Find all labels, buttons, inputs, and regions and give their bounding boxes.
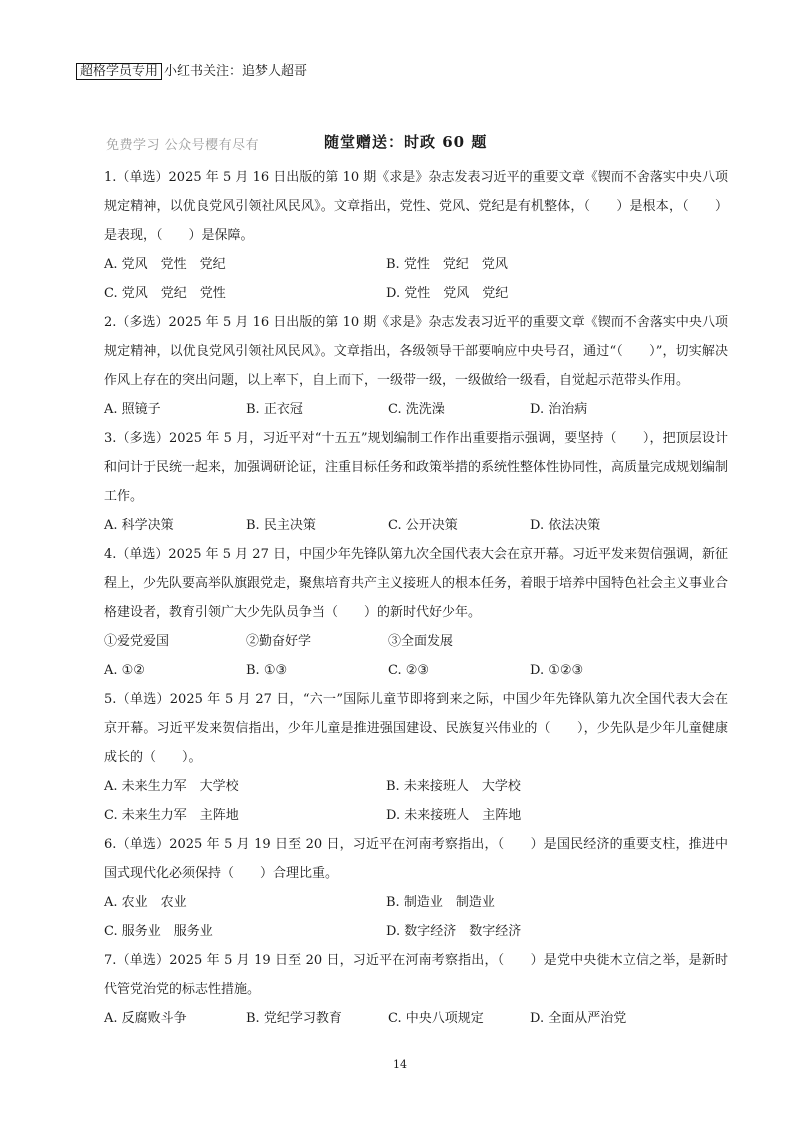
question-3 <box>104 424 728 540</box>
options <box>104 1004 728 1033</box>
options <box>104 772 728 830</box>
question-stem: 2.（多选）2025 年 5 月 16 日出版的第 10 期《求是》杂志发表习近平的重要文章《锲而不舍落实中央八项规定精神，以优良党风引领社风民风》。文章指出，各级领导干部要响应中央号召，通过“（ ）”，切实解决作风上存在的突出问题，以上率下，自上而下，一级带一级，一级做给一级看，自觉起示范带头作用。 <box>104 315 728 388</box>
statement-items <box>104 627 728 656</box>
option-d: D. 全面从严治党 <box>530 1011 627 1026</box>
option-a: A. 照镜子 <box>104 402 161 417</box>
options <box>104 888 728 946</box>
options <box>104 656 728 685</box>
statement-item: ②勤奋好学 <box>246 634 312 649</box>
question-4 <box>104 540 728 685</box>
header-follow-text: 小红书关注：追梦人超哥 <box>164 64 308 79</box>
question-stem: 7.（单选）2025 年 5 月 19 日至 20 日，习近平在河南考察指出，（ ）是党中央徙木立信之举，是新时代管党治党的标志性措施。 <box>104 953 728 997</box>
page-number: 14 <box>393 1058 407 1071</box>
option-c: C. 服务业 服务业 <box>104 924 213 939</box>
question-stem: 6.（单选）2025 年 5 月 19 日至 20 日，习近平在河南考察指出，（ ）是国民经济的重要支柱，推进中国式现代化必须保持（ ）合理比重。 <box>104 837 728 881</box>
option-c: C. 党风 党纪 党性 <box>104 286 226 301</box>
option-c: C. 洗洗澡 <box>388 402 445 417</box>
question-7 <box>104 946 728 1033</box>
option-b: B. 正衣冠 <box>246 402 303 417</box>
question-6 <box>104 830 728 946</box>
option-d: D. 未来接班人 主阵地 <box>386 808 522 823</box>
option-b: B. 党性 党纪 党风 <box>386 257 508 272</box>
question-stem: 3.（多选）2025 年 5 月，习近平对“十五五”规划编制工作作出重要指示强调，要坚持（ ），把顶层设计和问计于民统一起来，加强调研论证，注重目标任务和政策举措的系统性整体性协同性，高质量完成规划编制工作。 <box>104 431 729 504</box>
option-d: D. ①②③ <box>530 663 584 678</box>
option-d: D. 依法决策 <box>530 518 601 533</box>
page-title: 随堂赠送：时政 60 题 <box>324 133 488 151</box>
option-d: D. 数字经济 数字经济 <box>386 924 522 939</box>
question-2 <box>104 308 728 424</box>
option-a: A. 党风 党性 党纪 <box>104 257 226 272</box>
question-stem: 5.（单选）2025 年 5 月 27 日，“六一”国际儿童节即将到来之际，中国少年先锋队第九次全国代表大会在京开幕。习近平发来贺信指出，少年儿童是推进强国建设、民族复兴伟业的（ ），少先队是少年儿童健康成长的（ ）。 <box>104 692 728 765</box>
options <box>104 250 728 308</box>
option-c: C. 未来生力军 主阵地 <box>104 808 239 823</box>
question-stem: 4.（单选）2025 年 5 月 27 日，中国少年先锋队第九次全国代表大会在京开幕。习近平发来贺信强调，新征程上，少先队要高举队旗跟党走，聚焦培育共产主义接班人的根本任务，着眼于培养中国特色社会主义事业合格建设者，教育引领广大少先队员争当（ ）的新时代好少年。 <box>104 547 729 620</box>
option-a: A. 未来生力军 大学校 <box>104 779 239 794</box>
question-stem: 1.（单选）2025 年 5 月 16 日出版的第 10 期《求是》杂志发表习近平的重要文章《锲而不舍落实中央八项规定精神，以优良党风引领社风民风》。文章指出，党性、党风、党纪是有机整体，（ ）是根本，（ ）是表现，（ ）是保障。 <box>104 170 728 243</box>
statement-item: ③全面发展 <box>388 634 454 649</box>
section-heading <box>106 131 706 155</box>
promo-watermark: 免费学习 公众号樱有尽有 <box>106 138 260 153</box>
question-list <box>104 163 728 1033</box>
option-b: B. 未来接班人 大学校 <box>386 779 521 794</box>
options <box>104 395 728 424</box>
option-a: A. 科学决策 <box>104 518 174 533</box>
options <box>104 511 728 540</box>
option-c: C. ②③ <box>388 663 430 678</box>
option-a: A. 农业 农业 <box>104 895 187 910</box>
option-d: D. 党性 党风 党纪 <box>386 286 509 301</box>
option-a: A. ①② <box>104 663 145 678</box>
option-d: D. 治治病 <box>530 402 588 417</box>
question-1 <box>104 163 728 308</box>
option-b: B. 党纪学习教育 <box>246 1011 342 1026</box>
header-badge: 超格学员专用 <box>76 63 162 80</box>
page-header <box>76 62 307 82</box>
option-b: B. 制造业 制造业 <box>386 895 495 910</box>
option-b: B. ①③ <box>246 663 288 678</box>
option-c: C. 中央八项规定 <box>388 1011 484 1026</box>
question-5 <box>104 685 728 830</box>
option-c: C. 公开决策 <box>388 518 458 533</box>
option-b: B. 民主决策 <box>246 518 316 533</box>
statement-item: ①爱党爱国 <box>104 634 170 649</box>
option-a: A. 反腐败斗争 <box>104 1011 187 1026</box>
